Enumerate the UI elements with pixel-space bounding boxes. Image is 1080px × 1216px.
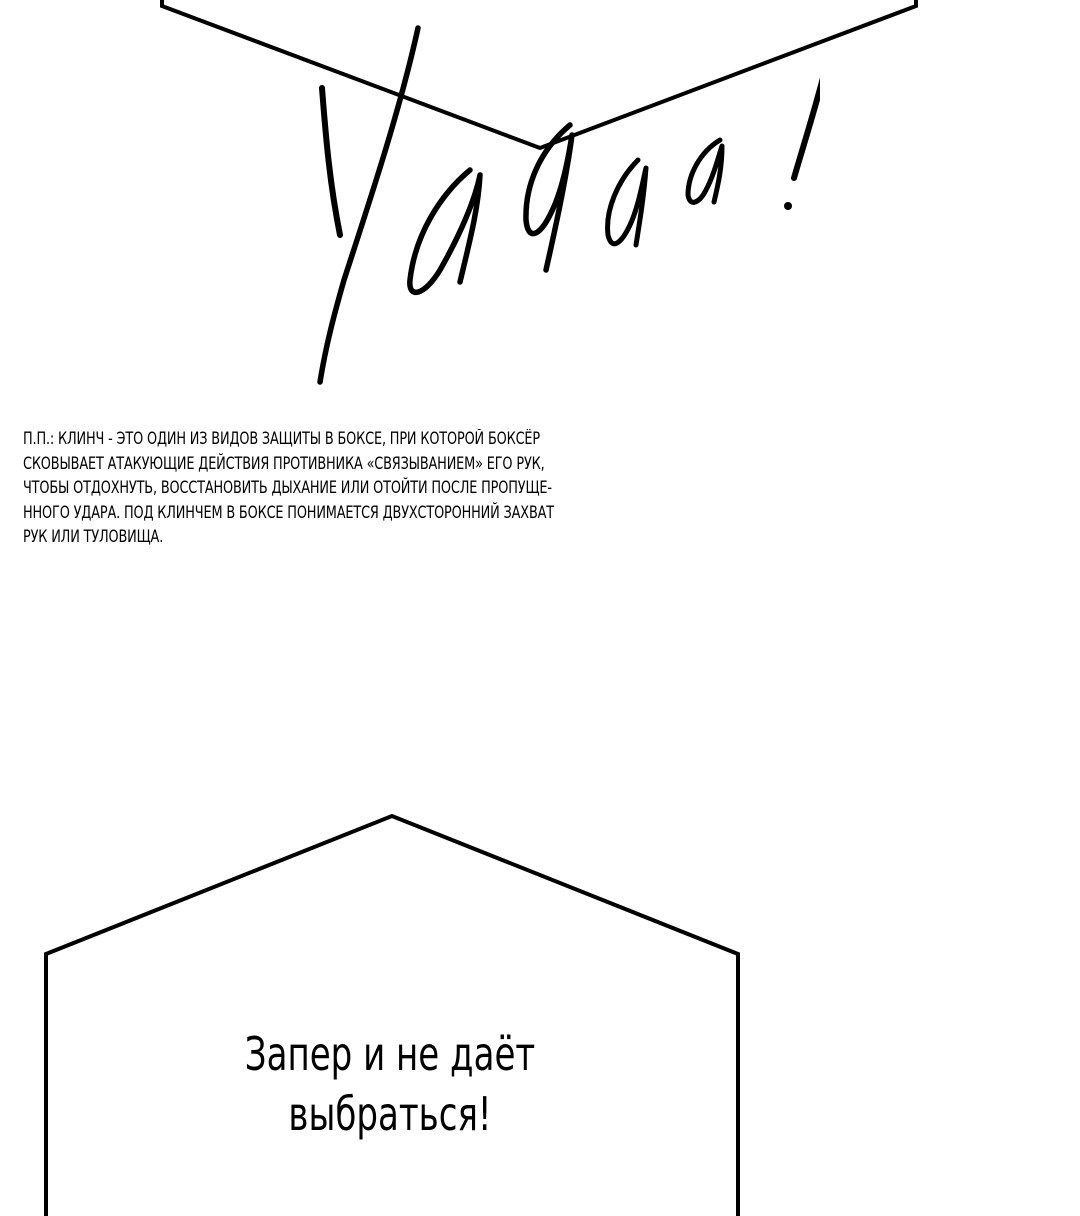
speech-line: Запер и не даёт [244,1027,536,1081]
speech-line: выбраться! [288,1087,492,1141]
note-line: СКОВЫВАЕТ АТАКУЮЩИЕ ДЕЙСТВИЯ ПРОТИВНИКА «СВЯЗЫВАНИЕМ» ЕГО РУК, [23,453,545,473]
speech-bubble-text [130,1024,650,1144]
note-line: ЧТОБЫ ОТДОХНУТЬ, ВОССТАНОВИТЬ ДЫХАНИЕ ИЛИ ОТОЙТИ ПОСЛЕ ПРОПУЩЕ- [23,478,552,497]
note-line: П.П.: КЛИНЧ - ЭТО ОДИН ИЗ ВИДОВ ЗАЩИТЫ В БОКСЕ, ПРИ КОТОРОЙ БОКСЁР [23,429,541,448]
note-line: РУК ИЛИ ТУЛОВИЩА. [23,527,164,546]
note-line: ННОГО УДАРА. ПОД КЛИНЧЕМ В БОКСЕ ПОНИМАЕТСЯ ДВУХСТОРОННИЙ ЗАХВАТ [23,502,554,522]
